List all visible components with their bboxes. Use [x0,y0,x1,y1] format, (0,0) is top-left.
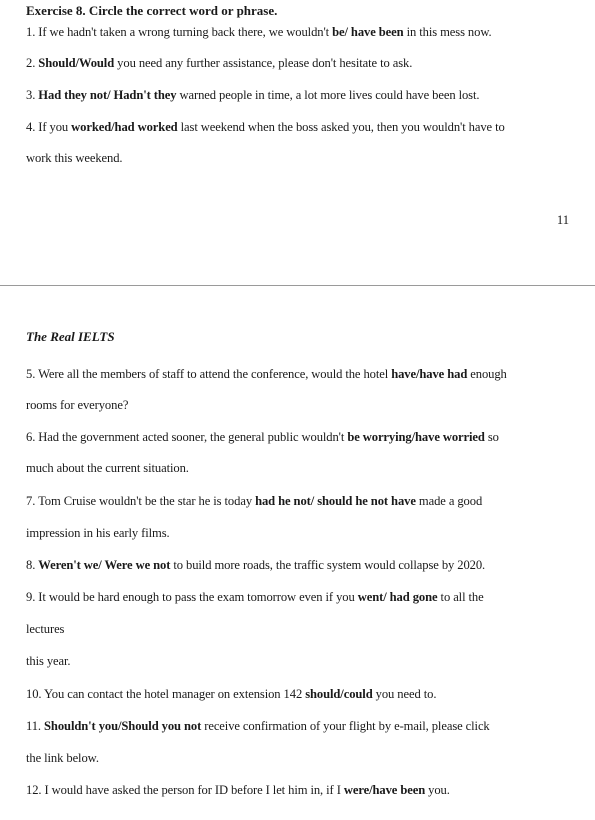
answer-options[interactable]: Weren't we/ Were we not [38,558,171,572]
answer-options[interactable]: had he not/ should he not have [255,494,416,508]
sentence-text: you need to. [372,687,437,701]
sentence-text: 12. I would have asked the person for ID before I let him in, if I [26,783,344,797]
sentence-text: warned people in time, a lot more lives could have been lost. [176,88,480,102]
exercise-line [26,367,507,382]
page-number: 11 [556,213,569,227]
sentence-text: receive confirmation of your flight by e-mail, please click [201,719,490,733]
sentence-text: made a good [415,494,483,508]
answer-options[interactable]: worked/had worked [71,120,178,134]
page-divider [0,285,595,286]
sentence-text: 1. If we hadn't taken a wrong turning back there, we wouldn't [26,25,333,39]
answer-options[interactable]: Had they not/ Hadn't they [38,88,177,102]
answer-options[interactable]: be worrying/have worried [347,430,485,444]
exercise-line [26,25,492,40]
exercise-line [26,590,484,605]
sentence-text: rooms for everyone? [26,398,129,412]
sentence-text: much about the current situation. [26,461,189,475]
answer-options[interactable]: be/ have been [332,25,404,39]
exercise-line [26,430,499,445]
sentence-text: last weekend when the boss asked you, then you wouldn't have to [177,120,505,134]
exercise-line [26,654,70,669]
sentence-text: lectures [26,622,65,636]
exercise-line [26,622,64,637]
sentence-text: work this weekend. [26,151,123,165]
sentence-text: 7. Tom Cruise wouldn't be the star he is today [26,494,256,508]
sentence-text: 5. Were all the members of staff to attend the conference, would the hotel [26,367,392,381]
exercise-line [26,526,170,541]
sentence-text: 11. [26,719,45,733]
answer-options[interactable]: went/ had gone [357,590,438,604]
sentence-text: you. [425,783,450,797]
sentence-text: 3. [26,88,39,102]
sentence-text: 9. It would be hard enough to pass the exam tomorrow even if you [26,590,358,604]
sentence-text: so [484,430,499,444]
exercise-line [26,783,450,798]
exercise-line [26,151,122,166]
running-title: The Real IELTS [26,329,115,344]
exercise-line [26,558,485,573]
answer-options[interactable]: have/have had [391,367,468,381]
answer-options[interactable]: were/have been [343,783,426,797]
exercise-title: Exercise 8. Circle the correct word or phrase. [26,3,278,18]
sentence-text: 10. You can contact the hotel manager on extension 142 [26,687,306,701]
sentence-text: 6. Had the government acted sooner, the general public wouldn't [26,430,348,444]
sentence-text: in this mess now. [403,25,492,39]
exercise-line [26,398,128,413]
exercise-line [26,88,479,103]
sentence-text: this year. [26,654,71,668]
exercise-line [26,494,482,509]
sentence-text: to build more roads, the traffic system would collapse by 2020. [170,558,486,572]
exercise-line [26,719,490,734]
sentence-text: 2. [26,56,39,70]
sentence-text: 4. If you [26,120,72,134]
sentence-text: the link below. [26,751,99,765]
sentence-text: to all the [437,590,484,604]
answer-options[interactable]: should/could [305,687,373,701]
answer-options[interactable]: Should/Would [38,56,115,70]
exercise-line [26,56,412,71]
exercise-line [26,687,436,702]
sentence-text: enough [467,367,507,381]
exercise-line [26,461,189,476]
exercise-line [26,120,505,135]
answer-options[interactable]: Shouldn't you/Should you not [44,719,202,733]
sentence-text: 8. [26,558,39,572]
sentence-text: impression in his early films. [26,526,170,540]
sentence-text: you need any further assistance, please don't hesitate to ask. [114,56,413,70]
exercise-line [26,751,99,766]
